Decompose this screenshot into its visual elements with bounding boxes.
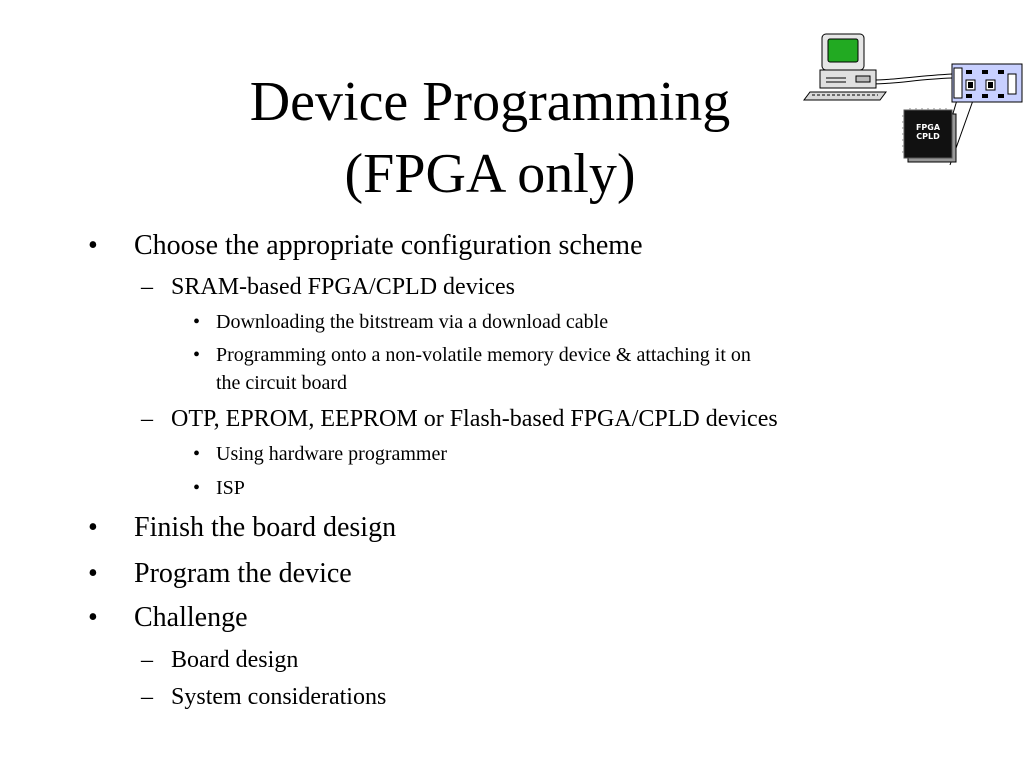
bullet-marker: • <box>193 443 201 465</box>
chip-label-cpld: CPLD <box>916 132 940 141</box>
chip-label-fpga: FPGA <box>915 123 941 132</box>
bullet-marker: • <box>193 311 201 333</box>
bullet-text: Challenge <box>134 602 248 633</box>
bullet-marker: • <box>88 230 98 261</box>
bullet-text: Downloading the bitstream via a download cable <box>216 311 609 333</box>
bullet-text: the circuit board <box>216 372 348 394</box>
bullet-text: Board design <box>171 647 299 673</box>
bullet-text: SRAM-based FPGA/CPLD devices <box>171 274 516 300</box>
bullet-marker: • <box>88 558 98 589</box>
bullet-marker: – <box>141 274 153 300</box>
bullet-marker: – <box>141 647 153 673</box>
bullet-marker: • <box>88 602 98 633</box>
bullet-marker: – <box>141 684 153 710</box>
bullet-marker: • <box>193 344 201 366</box>
bullet-text: Using hardware programmer <box>216 443 448 465</box>
bullet-marker: • <box>88 512 98 543</box>
bullet-text: OTP, EPROM, EEPROM or Flash-based FPGA/CPLD devices <box>171 406 778 432</box>
title-line-2: (FPGA only) <box>344 143 636 205</box>
bullet-text: Program the device <box>134 558 352 589</box>
bullet-marker: • <box>193 477 201 499</box>
bullet-text: System considerations <box>171 684 387 710</box>
bullet-text: ISP <box>216 477 245 499</box>
bullet-text: Finish the board design <box>134 512 397 543</box>
title-line-1: Device Programming <box>249 71 731 133</box>
bullet-text: Programming onto a non-volatile memory device & attaching it on <box>216 344 751 366</box>
bullet-marker: – <box>141 406 153 432</box>
bullet-text: Choose the appropriate configuration scheme <box>134 230 643 261</box>
